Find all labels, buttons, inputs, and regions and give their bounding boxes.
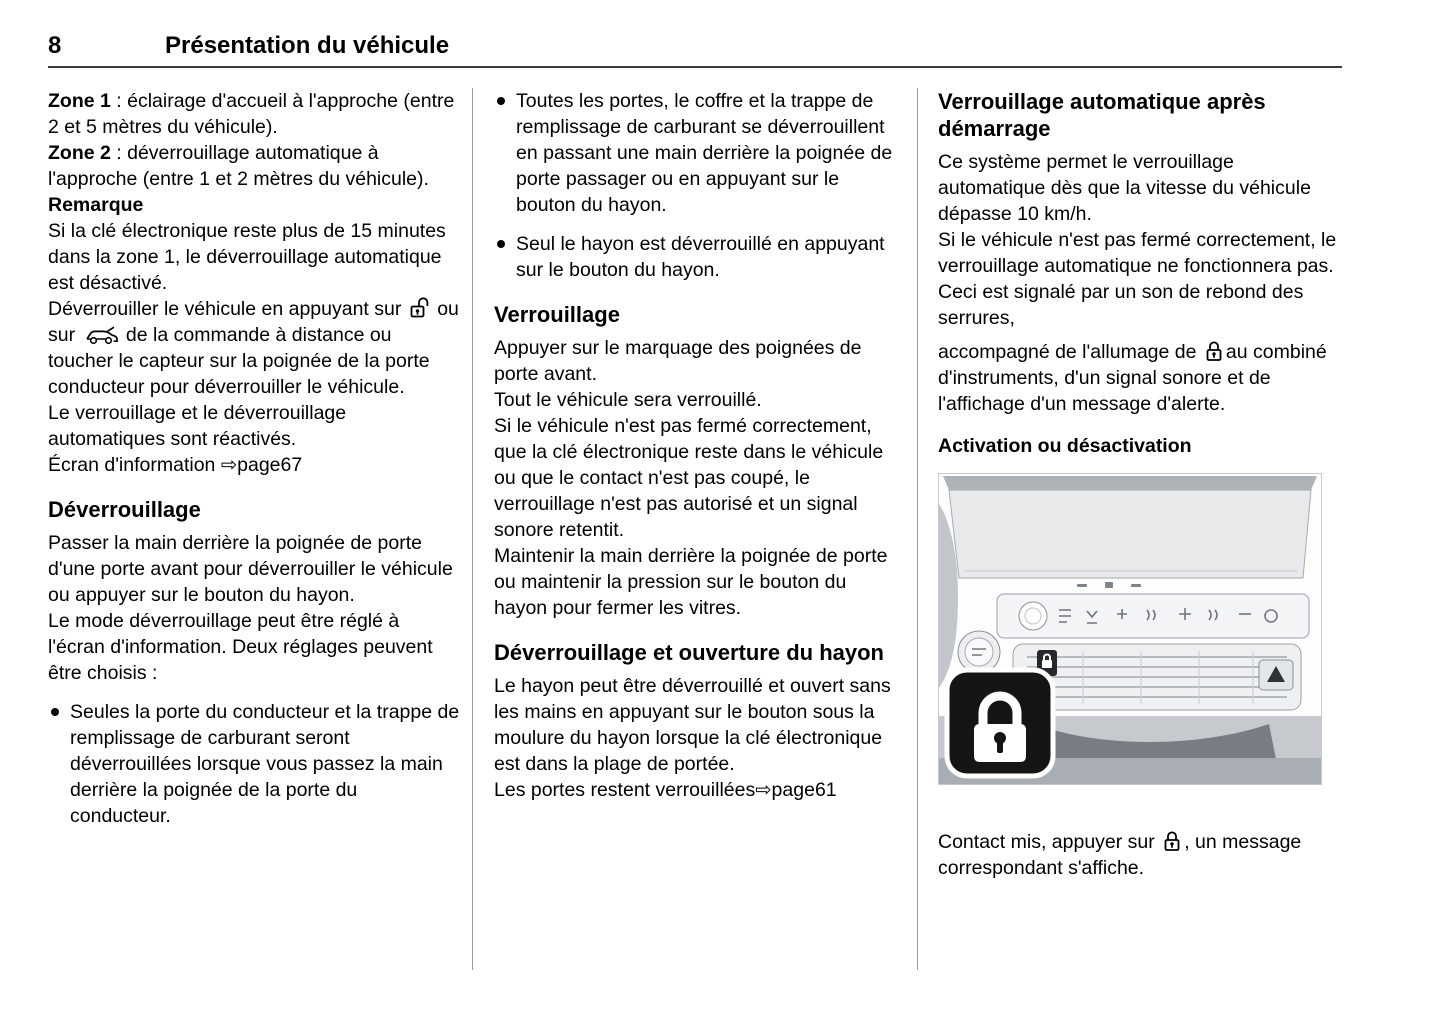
zone2-text: : déverrouillage automatique à l'approche (entre 1 et 2 mètres du véhicule).: [48, 142, 429, 190]
dashboard-top-edge: [943, 476, 1317, 490]
page-header: [48, 32, 449, 60]
remote-unlock-post: de la commande à distance ou toucher le capteur sur la poignée de la porte conducteur pour déverrouiller le véhicule.: [48, 324, 430, 398]
paragraph-hayon-2: [494, 777, 898, 803]
remarque-heading: Remarque: [48, 194, 144, 216]
info-screen-text: Écran d'information: [48, 454, 221, 476]
lock-icon: [1205, 339, 1223, 363]
bullet-icon: [51, 708, 59, 716]
list-item-text: Toutes les portes, le coffre et la trappe de remplissage de carburant se déverrouillent en passant une main derrière la poignée de porte passager ou en appuyant sur le bouton du hayon.: [516, 90, 893, 216]
column-divider-1: [472, 88, 473, 970]
autolock-pre: accompagné de l'allumage de: [938, 341, 1202, 363]
column-3: [938, 88, 1342, 881]
paragraph-autolock-1: Ce système permet le verrouillage automatique dès que la vitesse du véhicule dépasse 10 km/h.: [938, 151, 1311, 225]
paragraph-lock-3: Si le véhicule n'est pas fermé correctement, que la clé électronique reste dans le véhicule ou que le contact n'est pas coupé, le verrouillage n'est pas autorisé et un signal sonore retentit.: [494, 415, 884, 541]
infotainment-screen: [949, 490, 1311, 578]
climate-knob: [1019, 602, 1047, 630]
page-reference[interactable]: ⇨page61: [755, 779, 837, 801]
remote-unlock-mid: ou sur: [48, 298, 459, 346]
heading-hayon: Déverrouillage et ouverture du hayon: [494, 640, 884, 665]
paragraph-lock-2: Tout le véhicule sera verrouillé.: [494, 389, 762, 411]
paragraph-info-screen: [48, 452, 460, 478]
heading-verrouillage: Verrouillage: [494, 302, 620, 327]
paragraph-zone2: [48, 140, 460, 192]
remarque-text: Si la clé électronique reste plus de 15 minutes dans la zone 1, le déverrouillage automatique est désactivé.: [48, 220, 446, 294]
contact-pre: Contact mis, appuyer sur: [938, 831, 1161, 853]
paragraph-autolock-2: Si le véhicule n'est pas fermé correctement, le verrouillage automatique ne fonctionnera pas. Ceci est signalé par un son de rebond des serrures,: [938, 229, 1337, 329]
zone1-label: Zone 1: [48, 90, 111, 112]
car-remote-icon: [84, 324, 118, 346]
list-item: [494, 88, 898, 218]
list-item: [48, 699, 460, 829]
column-1: [48, 88, 460, 829]
paragraph-autolock-3: [938, 339, 1342, 417]
heading-deverrouillage: Déverrouillage: [48, 497, 201, 522]
paragraph-unlock-2: Le mode déverrouillage peut être réglé à l'écran d'information. Deux réglages peuvent être choisis :: [48, 610, 433, 684]
subheading-activation: Activation ou désactivation: [938, 435, 1192, 457]
paragraph-zone1: [48, 88, 460, 140]
column-2: [494, 88, 898, 803]
paragraph-remote-unlock: [48, 296, 460, 400]
bullet-icon: [497, 240, 505, 248]
paragraph-unlock-1: Passer la main derrière la poignée de porte d'une porte avant pour déverrouiller le véhicule ou appuyer sur le bouton du hayon.: [48, 532, 453, 606]
paragraph-lock-1: Appuyer sur le marquage des poignées de porte avant.: [494, 337, 862, 385]
heading-auto-lock: Verrouillage automatique après démarrage: [938, 89, 1266, 141]
autolock-post: au combiné d'instruments, d'un signal sonore et de l'affichage d'un message d'alerte.: [938, 341, 1327, 415]
unlock-icon: [410, 296, 429, 320]
lock-icon: [1163, 829, 1181, 853]
paragraph-contact: [938, 829, 1342, 881]
dashboard-illustration: [938, 473, 1322, 785]
dashboard-drawing: [939, 474, 1321, 784]
zone1-text: : éclairage d'accueil à l'approche (entre 2 et 5 mètres du véhicule).: [48, 90, 455, 138]
list-item-text: Seul le hayon est déverrouillé en appuyant sur le bouton du hayon.: [516, 233, 885, 281]
list-item-text: Seules la porte du conducteur et la trappe de remplissage de carburant seront déverrouillées lorsque vous passez la main derrière la poignée de la porte du conducteur.: [70, 701, 460, 827]
column-divider-2: [917, 88, 918, 970]
page-reference[interactable]: ⇨page67: [220, 454, 303, 476]
zone2-label: Zone 2: [48, 142, 111, 164]
remote-unlock-pre: Déverrouiller le véhicule en appuyant sur: [48, 298, 407, 320]
page-number: 8: [48, 32, 62, 59]
start-stop-button: [958, 631, 1000, 673]
page-title: Présentation du véhicule: [165, 32, 450, 59]
paragraph-hayon-1: Le hayon peut être déverrouillé et ouvert sans les mains en appuyant sur le bouton sous la moulure du hayon lorsque la clé électronique est dans la plage de portée.: [494, 675, 891, 775]
paragraph-lock-4: Maintenir la main derrière la poignée de porte ou maintenir la pression sur le bouton du hayon pour fermer les vitres.: [494, 545, 888, 619]
hayon-locked-text: Les portes restent verrouillées: [494, 779, 756, 801]
contact-post: , un message correspondant s'affiche.: [938, 831, 1302, 879]
list-item: [494, 231, 898, 283]
header-rule: [48, 66, 1342, 68]
paragraph-reactivated: Le verrouillage et le déverrouillage automatiques sont réactivés.: [48, 402, 347, 450]
lock-callout-icon: [947, 670, 1053, 776]
bullet-icon: [497, 97, 505, 105]
hazard-button: [1259, 660, 1293, 690]
